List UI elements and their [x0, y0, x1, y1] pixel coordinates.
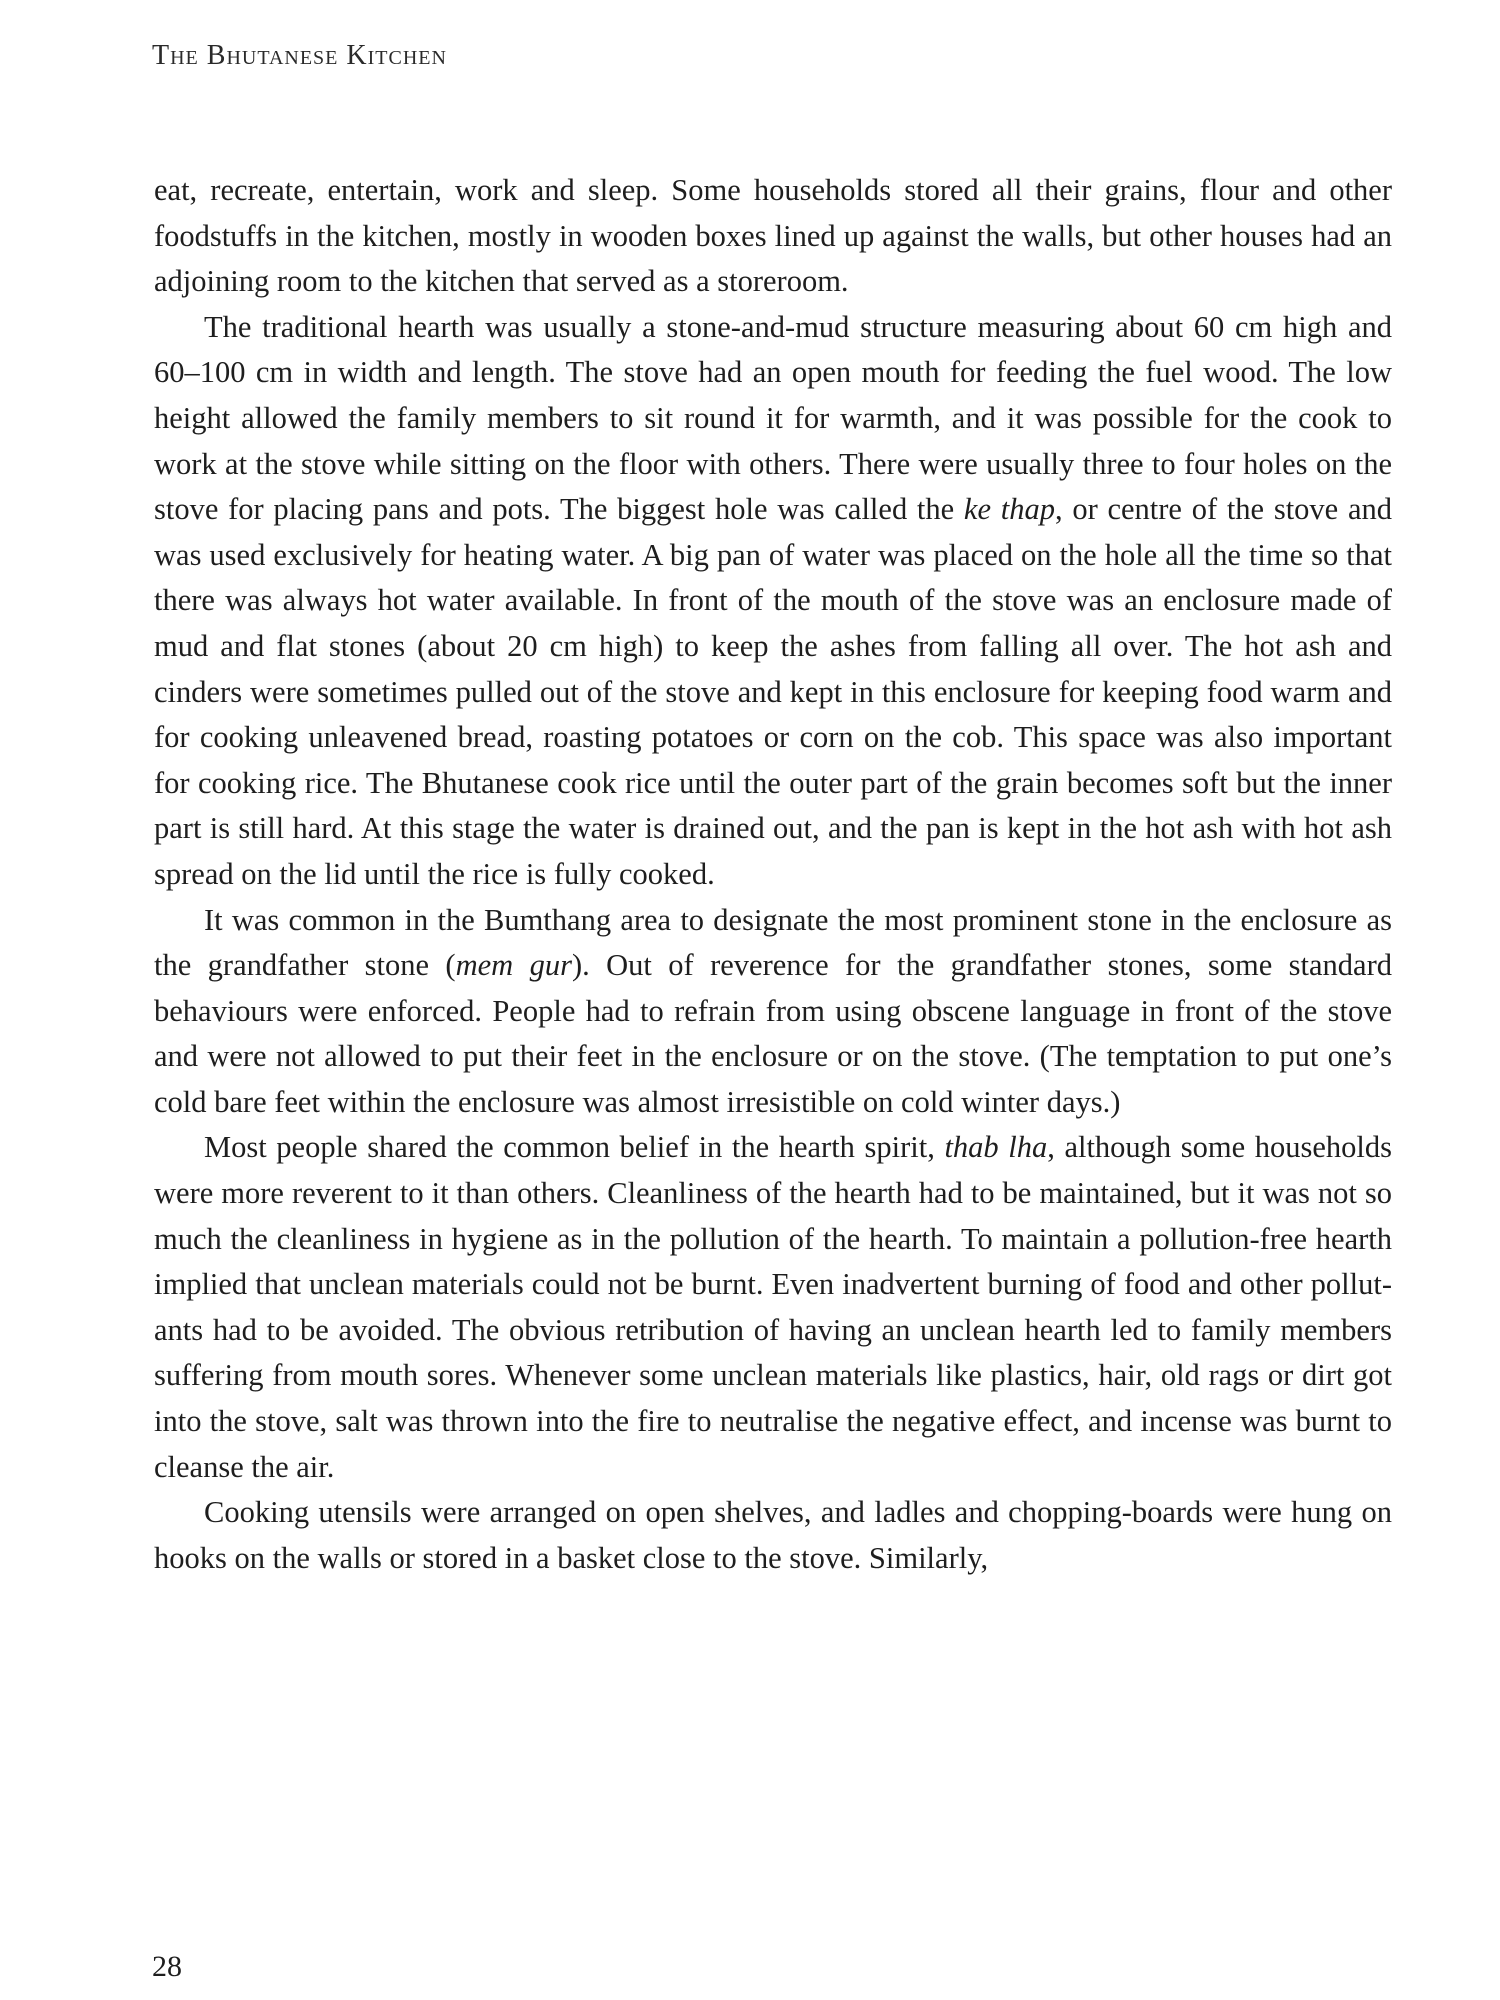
paragraph-text: Cooking utensils were arranged on open shelves, and ladles and chopping-boards were hung on hooks on the walls or stored in a basket close to the stove. Similarly, — [154, 1495, 1392, 1575]
paragraph-2 — [154, 305, 1392, 898]
paragraph-text: , or centre of the stove and was used exclusively for heating water. A big pan of water was placed on the hole all the time so that there was always hot water available. In front of the mouth of the stove was an enclosure made of mud and flat stones (about 20 cm high) to keep the ashes from falling all over. The hot ash and cinders were sometimes pulled out of the stove and kept in this enclosure for keeping food warm and for cooking unleavened bread, roasting potatoes or corn on the cob. This space was also important for cooking rice. The Bhutanese cook rice until the outer part of the grain becomes soft but the inner part is still hard. At this stage the water is drained out, and the pan is kept in the hot ash with hot ash spread on the lid until the rice is fully cooked. — [154, 492, 1392, 891]
paragraph-text: Most people shared the common belief in the hearth spirit, — [204, 1130, 945, 1165]
body-text — [154, 168, 1392, 1581]
paragraph-text: , although some households were more reverent to it than others. Cleanliness of the hearth had to be maintained, but it was not so much the cleanliness in hygiene as in the pollution of the hearth. To maintain a pollution-free hearth implied that unclean materials could not be burnt. Even inadvertent burning of food and other pollutants had to be avoided. The obvious retribution of having an unclean hearth led to family members suffering from mouth sores. Whenever some unclean materials like plastics, hair, old rags or dirt got into the stove, salt was thrown into the fire to neutralise the negative effect, and incense was burnt to cleanse the air. — [154, 1130, 1392, 1484]
running-head: The Bhutanese Kitchen — [152, 40, 447, 71]
page-number: 28 — [152, 1950, 182, 1983]
paragraph-1 — [154, 168, 1392, 305]
term-thab-lha: thab lha — [944, 1130, 1048, 1165]
term-ke-thap: ke thap — [963, 492, 1055, 527]
paragraph-4 — [154, 1125, 1392, 1490]
paragraph-text: ). Out of reverence for the grandfather stones, some standard behaviours were enforced. People had to refrain from using obscene language in front of the stove and were not allowed to put their feet in the enclosure or on the stove. (The temptation to put one’s cold bare feet within the enclosure was almost irresistible on cold winter days.) — [154, 948, 1392, 1119]
paragraph-text: The traditional hearth was usually a stone-and-mud structure measuring about 60 cm high and 60–100 cm in width and length. The stove had an open mouth for feeding the fuel wood. The low height allowed the family members to sit round it for warmth, and it was possible for the cook to work at the stove while sitting on the floor with others. There were usually three to four holes on the stove for placing pans and pots. The biggest hole was called the — [154, 309, 1392, 527]
paragraph-text: eat, recreate, entertain, work and sleep. Some households stored all their grains, flour and other foodstuffs in the kitchen, mostly in wooden boxes lined up against the walls, but other houses had an adjoining room to the kitchen that served as a storeroom. — [154, 173, 1392, 299]
term-mem-gur: mem gur — [455, 948, 572, 983]
paragraph-3 — [154, 898, 1392, 1126]
paragraph-5 — [154, 1490, 1392, 1581]
paragraph-text: It was common in the Bumthang area to designate the most prominent stone in the enclosure as the grandfather stone ( — [154, 902, 1392, 983]
